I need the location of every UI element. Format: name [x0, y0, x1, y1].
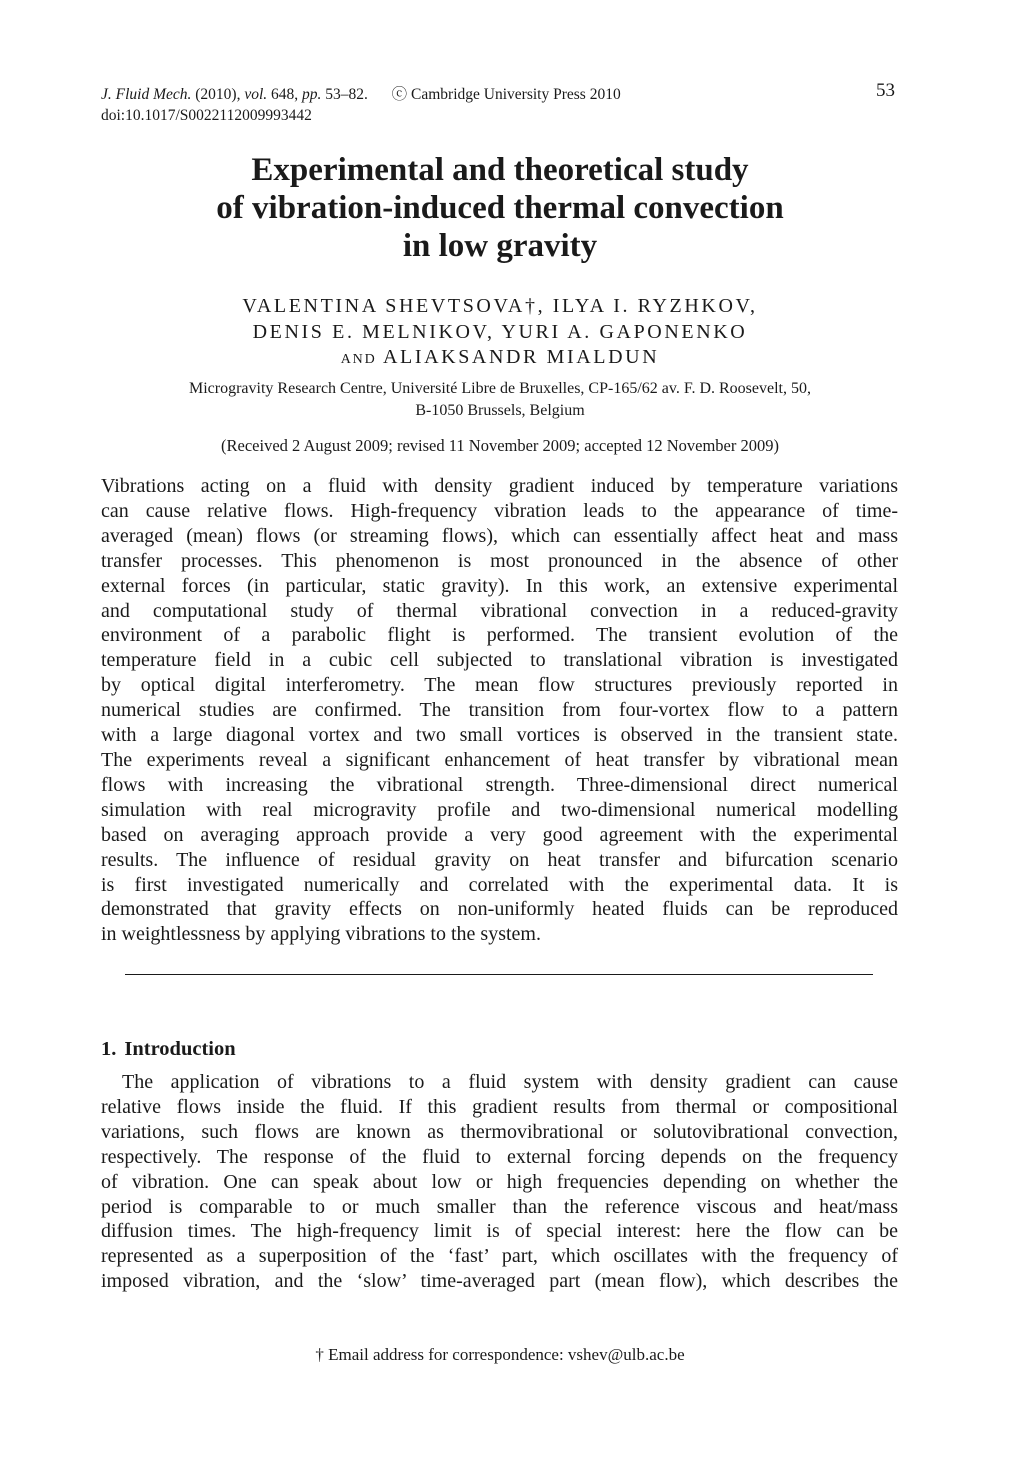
body-line: variations, such flows are known as thermovibrational or solutovibrational convection, — [101, 1120, 898, 1143]
copyright-notice: ⓒ Cambridge University Press 2010 — [391, 86, 621, 103]
body-line: The application of vibrations to a fluid system with density gradient can cause — [122, 1071, 898, 1093]
abstract-line: with a large diagonal vortex and two small vortices is observed in the transient state. — [101, 724, 898, 747]
introduction-text — [101, 1070, 898, 1294]
journal-name: J. Fluid Mech. — [101, 86, 192, 103]
author-list — [0, 294, 1000, 373]
abstract-line: based on averaging approach provide a very good agreement with the experimental — [101, 823, 898, 846]
abstract-line: in weightlessness by applying vibrations to the system. — [101, 923, 541, 946]
abstract-line: simulation with real microgravity profile and two-dimensional numerical modelling — [101, 798, 898, 821]
affiliation-line: Microgravity Research Centre, Université Libre de Bruxelles, CP-165/62 av. F. D. Roosevelt, 50, — [189, 380, 811, 397]
abstract-line: can cause relative flows. High-frequency vibration leads to the appearance of time- — [101, 499, 898, 522]
abstract-line: demonstrated that gravity effects on non-uniformly heated fluids can be reproduced — [101, 898, 898, 921]
title-line: of vibration-induced thermal convection — [216, 190, 784, 226]
volume-number: 648, — [271, 86, 299, 103]
section-number: 1. — [101, 1038, 117, 1060]
journal-header — [101, 84, 621, 126]
paper-title — [0, 151, 1000, 265]
affiliation — [0, 378, 1000, 422]
abstract-line: averaged (mean) flows (or streaming flows), which can essentially affect heat and mass — [101, 524, 898, 547]
abstract-line: by optical digital interferometry. The mean flow structures previously reported in — [101, 674, 898, 697]
received-dates: (Received 2 August 2009; revised 11 November 2009; accepted 12 November 2009) — [221, 436, 779, 455]
author-line: VALENTINA SHEVTSOVA†, ILYA I. RYZHKOV, — [242, 295, 758, 317]
and-conjunction: AND — [340, 352, 377, 367]
volume-label: vol. — [244, 86, 268, 103]
abstract-line: results. The influence of residual gravity on heat transfer and bifurcation scenario — [101, 848, 898, 871]
page-range: 53–82. — [325, 86, 368, 103]
abstract-line: Vibrations acting on a fluid with density gradient induced by temperature variations — [101, 475, 898, 497]
title-line: Experimental and theoretical study — [251, 152, 749, 188]
body-line: of vibration. One can speak about low or high frequencies depending on whether the — [101, 1170, 898, 1193]
doi: doi:10.1017/S0022112009993442 — [101, 107, 312, 124]
author-line: DENIS E. MELNIKOV, YURI A. GAPONENKO — [252, 320, 748, 343]
abstract-line: flows with increasing the vibrational strength. Three-dimensional direct numerical — [101, 773, 898, 796]
journal-year: (2010), — [195, 86, 241, 103]
abstract-line: and computational study of thermal vibrational convection in a reduced-gravity — [101, 599, 898, 622]
abstract-line: external forces (in particular, static gravity). In this work, an extensive experimental — [101, 574, 898, 597]
abstract — [101, 474, 898, 947]
section-heading — [101, 1038, 236, 1061]
body-line: period is comparable to or much smaller than the reference viscous and heat/mass — [101, 1195, 898, 1218]
body-line: represented as a superposition of the ‘fast’ part, which oscillates with the frequency of — [101, 1245, 898, 1268]
page-number: 53 — [876, 80, 895, 101]
correspondence-footnote: † Email address for correspondence: vshev@ulb.ac.be — [315, 1345, 685, 1364]
affiliation-line: B-1050 Brussels, Belgium — [415, 402, 585, 419]
section-title: Introduction — [124, 1038, 236, 1060]
abstract-line: environment of a parabolic flight is performed. The transient evolution of the — [101, 624, 898, 647]
body-line: diffusion times. The high-frequency limit is of special interest: here the flow can be — [101, 1220, 898, 1243]
abstract-line: is first investigated numerically and correlated with the experimental data. It is — [101, 873, 898, 896]
abstract-line: The experiments reveal a significant enhancement of heat transfer by vibrational mean — [101, 748, 898, 771]
last-author: ALIAKSANDR MIALDUN — [383, 346, 660, 368]
abstract-line: temperature field in a cubic cell subjected to translational vibration is investigated — [101, 649, 898, 672]
abstract-line: numerical studies are confirmed. The transition from four-vortex flow to a pattern — [101, 699, 898, 722]
author-line — [0, 345, 1000, 373]
body-line: respectively. The response of the fluid to external forcing depends on the frequency — [101, 1145, 898, 1168]
abstract-line: transfer processes. This phenomenon is most pronounced in the absence of other — [101, 549, 898, 572]
title-line: in low gravity — [402, 228, 598, 264]
abstract-divider — [125, 974, 873, 975]
citation-line — [101, 84, 621, 105]
pages-label: pp. — [302, 86, 322, 103]
body-line: imposed vibration, and the ‘slow’ time-averaged part (mean flow), which describes the — [101, 1270, 898, 1293]
body-line: relative flows inside the fluid. If this gradient results from thermal or compositional — [101, 1095, 898, 1118]
